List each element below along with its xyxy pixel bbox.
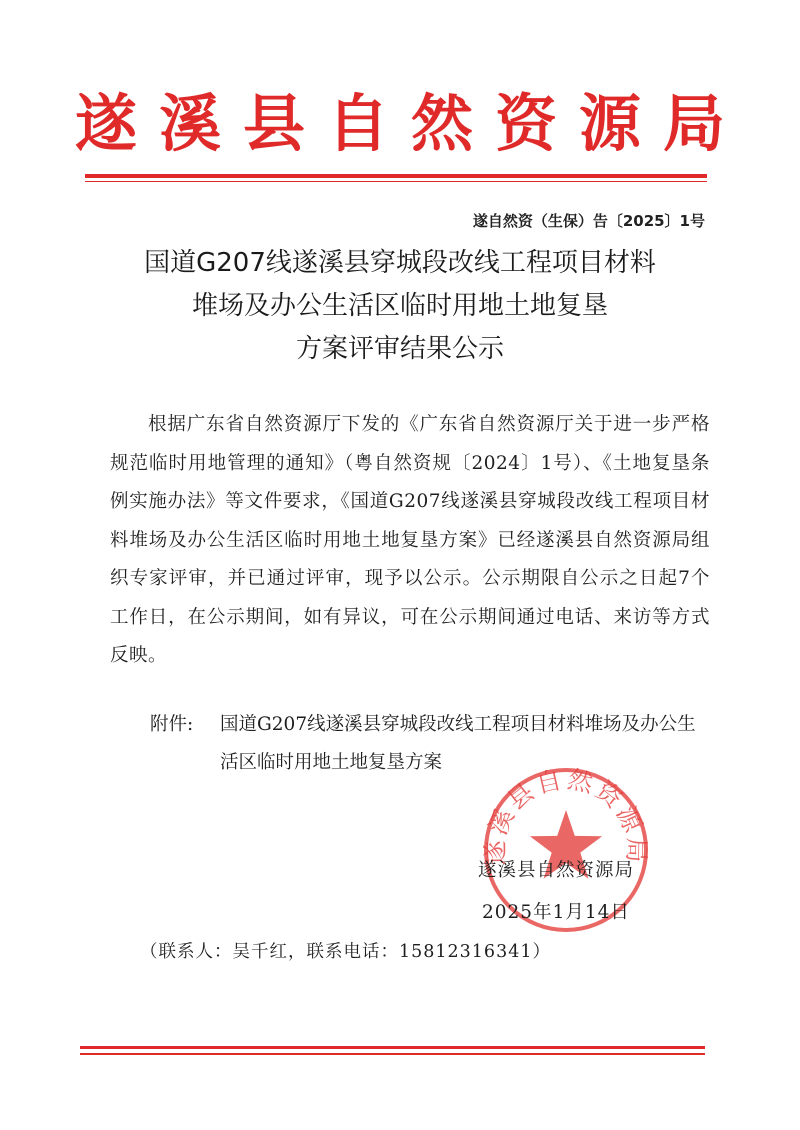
header-rule-thick (85, 174, 707, 178)
footer-rule-thin (80, 1053, 705, 1055)
title-line-1: 国道G207线遂溪县穿城段改线工程项目材料 (144, 248, 656, 278)
seal-text: 遂溪县自然资源局 (480, 764, 652, 866)
document-number: 遂自然资（生保）告〔2025〕1号 (472, 212, 705, 230)
attachment-label: 附件: (150, 714, 194, 735)
agency-masthead: 遂溪县自然资源局 (74, 87, 747, 160)
header-rule-thin (85, 181, 707, 182)
title-line-3: 方案评审结果公示 (295, 334, 504, 364)
attachment-content: 国道G207线遂溪县穿城段改线工程项目材料堆场及办公生活区临时用地土地复垦方案 (220, 714, 696, 773)
signer-name: 遂溪县自然资源局 (478, 860, 635, 881)
body-paragraph: 根据广东省自然资源厅下发的《广东省自然资源厅关于进一步严格规范临时用地管理的通知》（粤自然资规〔2024〕1号）、《土地复垦条例实施办法》等文件要求，《国道G207线遂溪县穿城段改线工程项目材料堆场及办公生活区临时用地土地复垦方案》已经遂溪县自然资源局组织专家评审，并已通过评审，现予以公示。公示期限自公示之日起7个工作日，在公示期间，如有异议，可在公示期间通过电话、来访等方式反映。 (110, 414, 710, 666)
title-line-2: 堆场及办公生活区临时用地土地复垦 (191, 291, 608, 321)
contact-info: （联系人：吴千红，联系电话：15812316341） (140, 942, 551, 962)
footer-rule-thick (80, 1046, 705, 1049)
issue-date: 2025年1月14日 (482, 902, 630, 923)
document-title (90, 242, 710, 371)
